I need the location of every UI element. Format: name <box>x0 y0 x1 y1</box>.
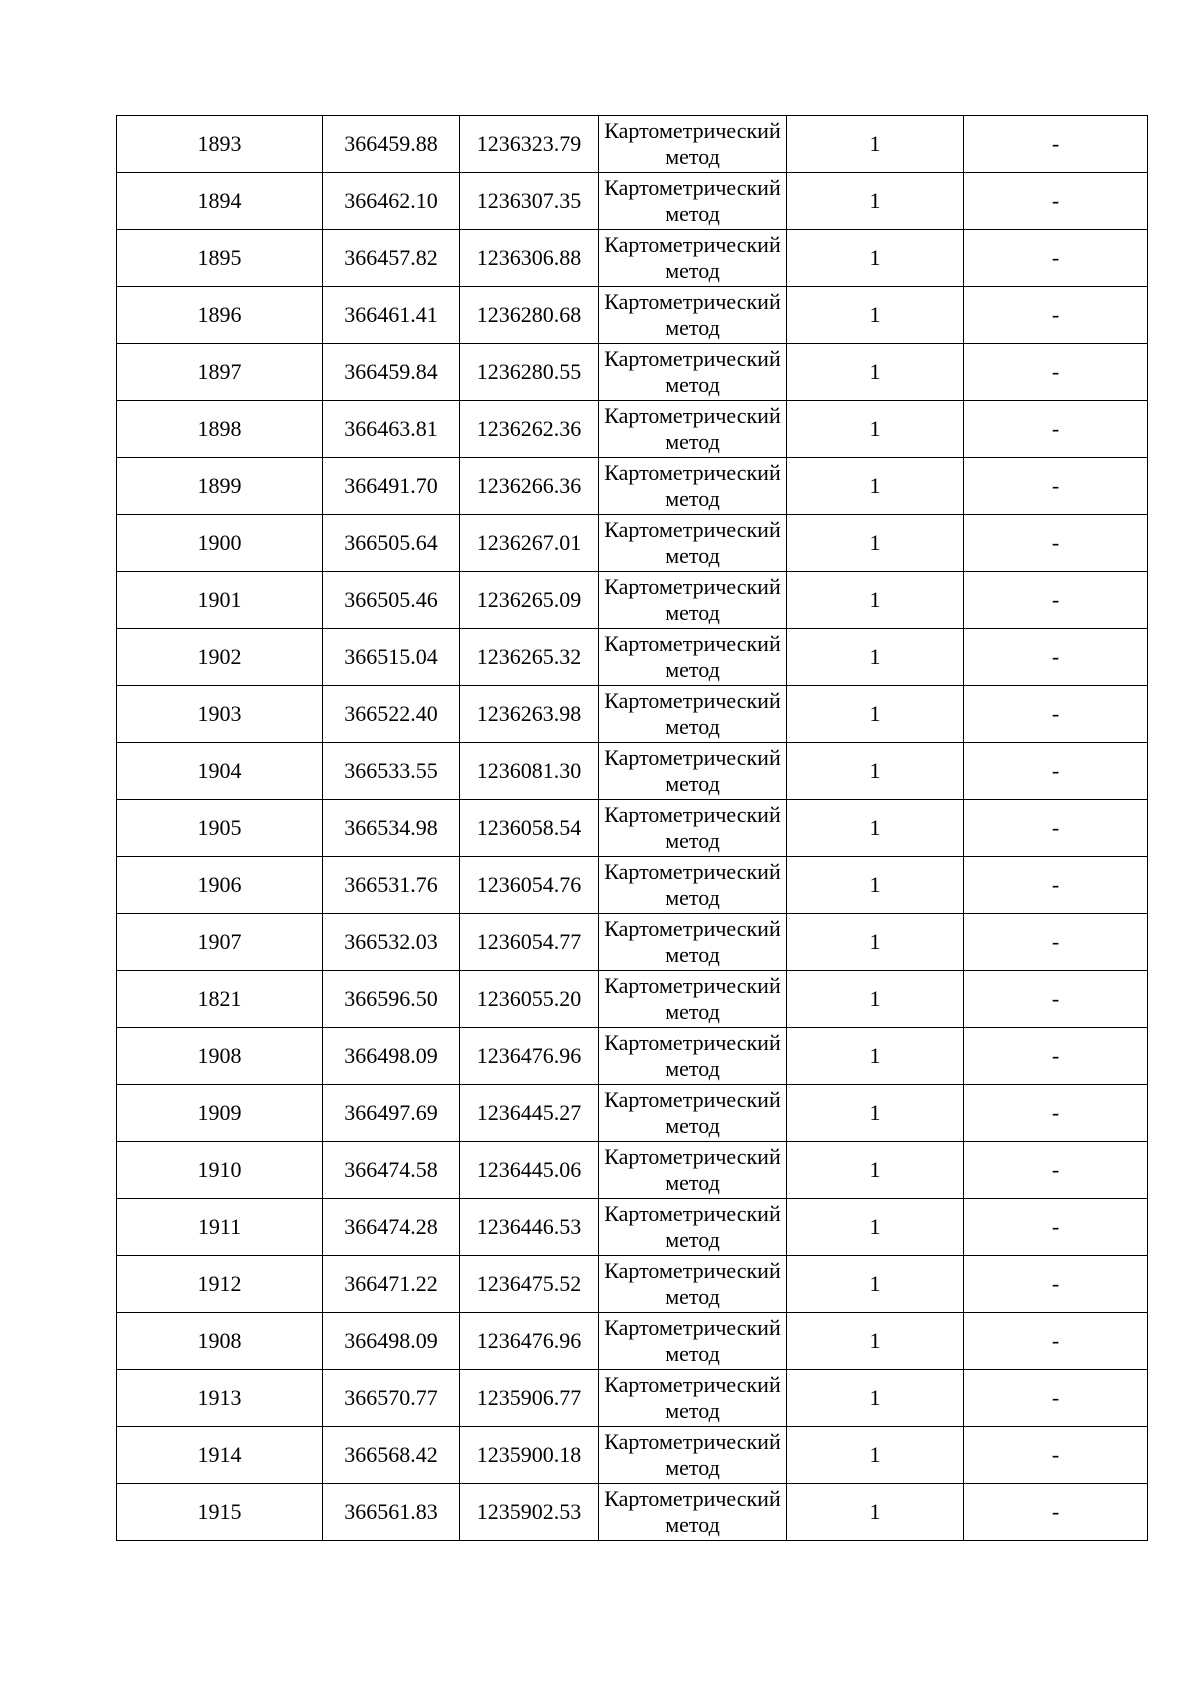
table-row <box>117 401 1148 458</box>
point-number-cell: 1899 <box>117 458 323 515</box>
table-row <box>117 572 1148 629</box>
y-coordinate-cell: 1236445.27 <box>460 1085 599 1142</box>
y-coordinate-cell: 1236265.32 <box>460 629 599 686</box>
y-coordinate-cell: 1236306.88 <box>460 230 599 287</box>
method-cell: Картометрический метод <box>599 743 787 800</box>
method-cell: Картометрический метод <box>599 629 787 686</box>
description-cell: - <box>964 1142 1148 1199</box>
point-number-cell: 1905 <box>117 800 323 857</box>
accuracy-cell: 1 <box>787 1484 964 1541</box>
description-cell: - <box>964 515 1148 572</box>
method-cell: Картометрический метод <box>599 914 787 971</box>
accuracy-cell: 1 <box>787 857 964 914</box>
method-cell: Картометрический метод <box>599 1256 787 1313</box>
description-cell: - <box>964 1028 1148 1085</box>
description-cell: - <box>964 1085 1148 1142</box>
y-coordinate-cell: 1236054.77 <box>460 914 599 971</box>
accuracy-cell: 1 <box>787 173 964 230</box>
method-cell: Картометрический метод <box>599 230 787 287</box>
description-cell: - <box>964 1427 1148 1484</box>
x-coordinate-cell: 366459.84 <box>323 344 460 401</box>
description-cell: - <box>964 857 1148 914</box>
method-cell: Картометрический метод <box>599 458 787 515</box>
accuracy-cell: 1 <box>787 686 964 743</box>
y-coordinate-cell: 1235900.18 <box>460 1427 599 1484</box>
x-coordinate-cell: 366515.04 <box>323 629 460 686</box>
point-number-cell: 1895 <box>117 230 323 287</box>
x-coordinate-cell: 366498.09 <box>323 1313 460 1370</box>
point-number-cell: 1914 <box>117 1427 323 1484</box>
y-coordinate-cell: 1236267.01 <box>460 515 599 572</box>
description-cell: - <box>964 572 1148 629</box>
x-coordinate-cell: 366459.88 <box>323 116 460 173</box>
x-coordinate-cell: 366462.10 <box>323 173 460 230</box>
table-row <box>117 914 1148 971</box>
method-cell: Картометрический метод <box>599 686 787 743</box>
method-cell: Картометрический метод <box>599 800 787 857</box>
accuracy-cell: 1 <box>787 1199 964 1256</box>
point-number-cell: 1902 <box>117 629 323 686</box>
table-row <box>117 458 1148 515</box>
point-number-cell: 1904 <box>117 743 323 800</box>
accuracy-cell: 1 <box>787 1370 964 1427</box>
description-cell: - <box>964 173 1148 230</box>
y-coordinate-cell: 1236266.36 <box>460 458 599 515</box>
accuracy-cell: 1 <box>787 287 964 344</box>
accuracy-cell: 1 <box>787 230 964 287</box>
x-coordinate-cell: 366533.55 <box>323 743 460 800</box>
point-number-cell: 1898 <box>117 401 323 458</box>
x-coordinate-cell: 366531.76 <box>323 857 460 914</box>
y-coordinate-cell: 1235906.77 <box>460 1370 599 1427</box>
description-cell: - <box>964 458 1148 515</box>
description-cell: - <box>964 1484 1148 1541</box>
table-row <box>117 743 1148 800</box>
table-row <box>117 515 1148 572</box>
x-coordinate-cell: 366471.22 <box>323 1256 460 1313</box>
x-coordinate-cell: 366532.03 <box>323 914 460 971</box>
x-coordinate-cell: 366498.09 <box>323 1028 460 1085</box>
y-coordinate-cell: 1236054.76 <box>460 857 599 914</box>
table-row <box>117 1256 1148 1313</box>
y-coordinate-cell: 1236262.36 <box>460 401 599 458</box>
y-coordinate-cell: 1236263.98 <box>460 686 599 743</box>
description-cell: - <box>964 116 1148 173</box>
y-coordinate-cell: 1236081.30 <box>460 743 599 800</box>
method-cell: Картометрический метод <box>599 971 787 1028</box>
accuracy-cell: 1 <box>787 1313 964 1370</box>
table-row <box>117 629 1148 686</box>
point-number-cell: 1903 <box>117 686 323 743</box>
method-cell: Картометрический метод <box>599 1427 787 1484</box>
table-row <box>117 1427 1148 1484</box>
table-row <box>117 1142 1148 1199</box>
description-cell: - <box>964 230 1148 287</box>
description-cell: - <box>964 344 1148 401</box>
method-cell: Картометрический метод <box>599 572 787 629</box>
accuracy-cell: 1 <box>787 1256 964 1313</box>
point-number-cell: 1907 <box>117 914 323 971</box>
x-coordinate-cell: 366568.42 <box>323 1427 460 1484</box>
description-cell: - <box>964 1370 1148 1427</box>
table-row <box>117 344 1148 401</box>
table-row <box>117 116 1148 173</box>
x-coordinate-cell: 366505.64 <box>323 515 460 572</box>
method-cell: Картометрический метод <box>599 1484 787 1541</box>
table-row <box>117 971 1148 1028</box>
point-number-cell: 1915 <box>117 1484 323 1541</box>
x-coordinate-cell: 366491.70 <box>323 458 460 515</box>
table-row <box>117 857 1148 914</box>
x-coordinate-cell: 366570.77 <box>323 1370 460 1427</box>
y-coordinate-cell: 1236280.55 <box>460 344 599 401</box>
table-row <box>117 1199 1148 1256</box>
method-cell: Картометрический метод <box>599 1370 787 1427</box>
table-row <box>117 230 1148 287</box>
table-row <box>117 686 1148 743</box>
y-coordinate-cell: 1235902.53 <box>460 1484 599 1541</box>
accuracy-cell: 1 <box>787 914 964 971</box>
x-coordinate-cell: 366561.83 <box>323 1484 460 1541</box>
y-coordinate-cell: 1236280.68 <box>460 287 599 344</box>
description-cell: - <box>964 971 1148 1028</box>
point-number-cell: 1897 <box>117 344 323 401</box>
y-coordinate-cell: 1236058.54 <box>460 800 599 857</box>
method-cell: Картометрический метод <box>599 1313 787 1370</box>
accuracy-cell: 1 <box>787 515 964 572</box>
description-cell: - <box>964 287 1148 344</box>
point-number-cell: 1913 <box>117 1370 323 1427</box>
method-cell: Картометрический метод <box>599 515 787 572</box>
method-cell: Картометрический метод <box>599 1085 787 1142</box>
x-coordinate-cell: 366534.98 <box>323 800 460 857</box>
description-cell: - <box>964 629 1148 686</box>
table-row <box>117 800 1148 857</box>
method-cell: Картометрический метод <box>599 1142 787 1199</box>
y-coordinate-cell: 1236265.09 <box>460 572 599 629</box>
y-coordinate-cell: 1236445.06 <box>460 1142 599 1199</box>
x-coordinate-cell: 366505.46 <box>323 572 460 629</box>
table-row <box>117 173 1148 230</box>
table-row <box>117 1313 1148 1370</box>
point-number-cell: 1894 <box>117 173 323 230</box>
table-row <box>117 1028 1148 1085</box>
y-coordinate-cell: 1236323.79 <box>460 116 599 173</box>
x-coordinate-cell: 366497.69 <box>323 1085 460 1142</box>
accuracy-cell: 1 <box>787 1028 964 1085</box>
table-row <box>117 1085 1148 1142</box>
method-cell: Картометрический метод <box>599 857 787 914</box>
x-coordinate-cell: 366457.82 <box>323 230 460 287</box>
y-coordinate-cell: 1236055.20 <box>460 971 599 1028</box>
accuracy-cell: 1 <box>787 800 964 857</box>
accuracy-cell: 1 <box>787 116 964 173</box>
description-cell: - <box>964 401 1148 458</box>
method-cell: Картометрический метод <box>599 287 787 344</box>
description-cell: - <box>964 1313 1148 1370</box>
accuracy-cell: 1 <box>787 1085 964 1142</box>
point-number-cell: 1901 <box>117 572 323 629</box>
description-cell: - <box>964 686 1148 743</box>
accuracy-cell: 1 <box>787 1142 964 1199</box>
description-cell: - <box>964 800 1148 857</box>
point-number-cell: 1908 <box>117 1028 323 1085</box>
accuracy-cell: 1 <box>787 971 964 1028</box>
description-cell: - <box>964 1256 1148 1313</box>
point-number-cell: 1821 <box>117 971 323 1028</box>
accuracy-cell: 1 <box>787 1427 964 1484</box>
x-coordinate-cell: 366596.50 <box>323 971 460 1028</box>
point-number-cell: 1906 <box>117 857 323 914</box>
point-number-cell: 1893 <box>117 116 323 173</box>
point-number-cell: 1908 <box>117 1313 323 1370</box>
y-coordinate-cell: 1236476.96 <box>460 1313 599 1370</box>
y-coordinate-cell: 1236475.52 <box>460 1256 599 1313</box>
table-row <box>117 1370 1148 1427</box>
method-cell: Картометрический метод <box>599 401 787 458</box>
method-cell: Картометрический метод <box>599 1199 787 1256</box>
coordinates-table <box>116 115 1148 1541</box>
point-number-cell: 1911 <box>117 1199 323 1256</box>
point-number-cell: 1900 <box>117 515 323 572</box>
x-coordinate-cell: 366474.28 <box>323 1199 460 1256</box>
point-number-cell: 1909 <box>117 1085 323 1142</box>
method-cell: Картометрический метод <box>599 344 787 401</box>
accuracy-cell: 1 <box>787 743 964 800</box>
method-cell: Картометрический метод <box>599 1028 787 1085</box>
y-coordinate-cell: 1236307.35 <box>460 173 599 230</box>
coordinates-table-body <box>117 116 1148 1541</box>
description-cell: - <box>964 914 1148 971</box>
y-coordinate-cell: 1236476.96 <box>460 1028 599 1085</box>
description-cell: - <box>964 743 1148 800</box>
description-cell: - <box>964 1199 1148 1256</box>
table-row <box>117 287 1148 344</box>
point-number-cell: 1912 <box>117 1256 323 1313</box>
method-cell: Картометрический метод <box>599 173 787 230</box>
accuracy-cell: 1 <box>787 458 964 515</box>
x-coordinate-cell: 366474.58 <box>323 1142 460 1199</box>
y-coordinate-cell: 1236446.53 <box>460 1199 599 1256</box>
accuracy-cell: 1 <box>787 344 964 401</box>
method-cell: Картометрический метод <box>599 116 787 173</box>
x-coordinate-cell: 366522.40 <box>323 686 460 743</box>
point-number-cell: 1910 <box>117 1142 323 1199</box>
table-row <box>117 1484 1148 1541</box>
x-coordinate-cell: 366461.41 <box>323 287 460 344</box>
accuracy-cell: 1 <box>787 401 964 458</box>
point-number-cell: 1896 <box>117 287 323 344</box>
accuracy-cell: 1 <box>787 572 964 629</box>
x-coordinate-cell: 366463.81 <box>323 401 460 458</box>
accuracy-cell: 1 <box>787 629 964 686</box>
